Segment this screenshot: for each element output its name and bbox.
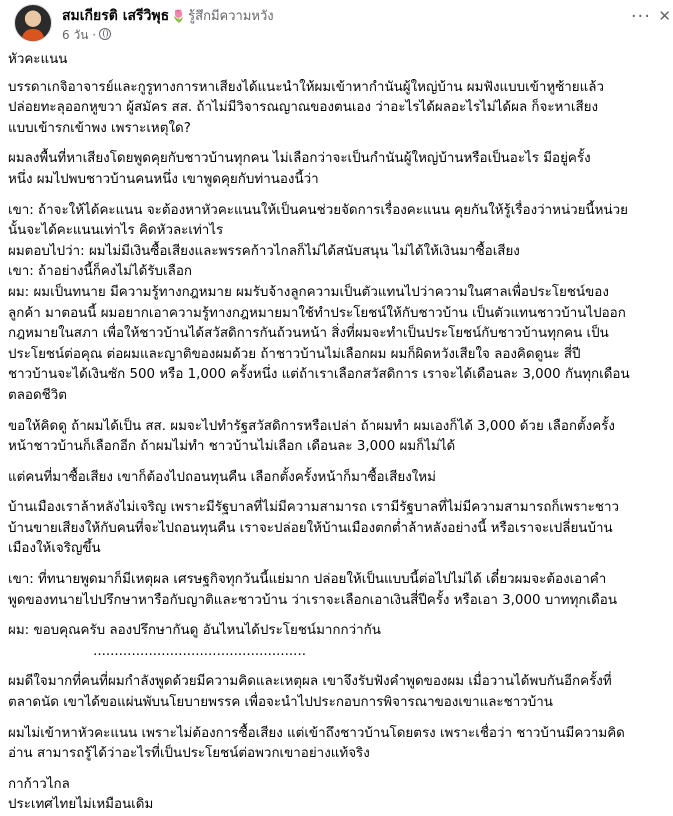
meta-separator: · [92,28,97,42]
paragraph-3: เขา: ถ้าจะให้ได้คะแนน จะต้องหาหัวคะแนนให้เป็นคนช่วยจัดการเรื่องคะแนน คุยกันให้รู้เรื่องว่าหน่วยนี้หน่วย นั้นจะได้คะแนนเท่าไร คิดหัวละเท่าไร ผมตอบไปว่า: ผมไม่มีเงินซื้อเสียงและพรรคก้าวไกลก็ไม่ได้สนับสนุน ไม่ได้ให้เงินมาซื้อเสียง เขา: ถ้าอย่างนี้ก็คงไม่ได้รับเลือก ผม: ผมเป็นทนาย มีความรู้ทางกฎหมาย ผมรับจ้างลูกความเป็นตัวแทนไปว่าความในศาลเพื่อประโยชน์ของ ลูกค้า มาตอนนี้ ผมอยากเอาความรู้ทางกฎหมายมาใช้ทำประโยชน์ให้กับชาวบ้าน เป็นตัวแทนชาวบ้านไปออก กฎหมายในสภา เพื่อให้ชาวบ้านได้สวัสดิการกันถ้วนหน้า สิ่งที่ผมจะทำเป็นประโยชน์กับชาวบ้านทุกคน เป็น ประโยชน์ต่อคุณ ต่อผมและญาติของผมด้วย ถ้าชาวบ้านไม่เลือกผม ผมก็ผิดหวังเสียใจ ลองคิดดูนะ สี่ปี ชาวบ้านจะได้เงินซัก 500 หรือ 1,000 ครั้งหนึ่ง แต่ถ้าเราเลือกสวัสดิการ เราจะได้เดือนละ 3,000 กันทุกเดือน ตลอดชีวิต [8,202,630,403]
paragraph-7: เขา: ที่ทนายพูดมาก็มีเหตุผล เศรษฐกิจทุกวันนี้แย่มาก ปล่อยให้เป็นแบบนี้ต่อไปไม่ได้ เดี๋ยวผมจะต้องเอาคำ พูดของทนายไปปรึกษาหารือกับญาติและชาวบ้าน ว่าเราจะเลือกเอาเงินสี่ปีครั้ง หรือเอา 3,000 บาททุกเดือน [8,572,617,608]
paragraph-4: ขอให้คิดดู ถ้าผมได้เป็น สส. ผมจะไปทำรัฐสวัสดิการหรือเปล่า ถ้าผมทำ ผมเองก็ได้ 3,000 ด้วย เลือกตั้งครั้ง หน้าชาวบ้านก็เลือกอีก ถ้าผมไม่ทำ ชาวบ้านไม่เลือก เดือนละ 3,000 ผมก็ไม่ได้ [8,418,615,455]
post-body [8,50,660,816]
paragraph-9: ผมดีใจมากที่คนที่ผมกำลังพูดด้วยมีความคิดและเหตุผล เขาจึงรับฟังคำพูดของผม เมื่อวานได้พบกันอีกครั้งที่ ตลาดนัด เขาได้ขอแผ่นพับนโยบายพรรค เพื่อจะนำไปประกอบการพิจารณาของเขาและชาวบ้าน [8,674,612,711]
author-avatar[interactable] [14,4,52,42]
author-name[interactable]: สมเกียรติ เสรีวิพุธ [62,8,170,24]
paragraph-11: กาก้าวไกล ประเทศไทยไม่เหมือนเดิม [8,776,154,813]
post-title: หัวคะแนน [8,52,68,67]
globe-icon [99,28,111,40]
dotted-separator: .................................................. [8,643,306,659]
post-time[interactable]: 6 วัน [62,28,89,42]
paragraph-8: ผม: ขอบคุณครับ ลองปรึกษากันดู อันไหนได้ประโยชน์มากกว่ากัน [8,623,381,639]
more-options-icon[interactable]: ··· [630,6,651,27]
paragraph-6: บ้านเมืองเราล้าหลังไม่เจริญ เพราะมีรัฐบาลที่ไม่มีความสามารถ เรามีรัฐบาลที่ไม่มีความสามารถก็เพราะชาว บ้านขายเสียงให้กับคนที่จะไปถอนทุนคืน เราจะปล่อยให้บ้านเมืองตกต่ำล้าหลังอย่างนี้ หรือเราจะเปลี่ยนบ้าน เมืองให้เจริญขึ้น [8,500,619,557]
post-header [0,0,673,50]
feeling-text: รู้สึกมีความหวัง [188,9,274,24]
tulip-icon: 🌷 [171,9,187,23]
paragraph-2: ผมลงพื้นที่หาเสียงโดยพูดคุยกับชาวบ้านทุกคน ไม่เลือกว่าจะเป็นกำนันผู้ใหญ่บ้านหรือเป็นอะไร มีอยู่ครั้ง หนึ่ง ผมไปพบชาวบ้านคนหนึ่ง เขาพูดคุยกับท่านองนี้ว่า [8,151,591,187]
author-line [62,5,274,27]
post-meta [62,26,111,45]
paragraph-5: แต่คนที่มาซื้อเสียง เขาก็ต้องไปถอนทุนคืน เลือกตั้งครั้งหน้าก็มาซื้อเสียงใหม่ [8,469,436,485]
paragraph-10: ผมไม่เข้าหาหัวคะแนน เพราะไม่ต้องการซื้อเสียง แต่เข้าถึงชาวบ้านโดยตรง เพราะเชื่อว่า ชาวบ้านมีความคิด อ่าน สามารถรู้ได้ว่าอะไรที่เป็นประโยชน์ต่อพวกเขาอย่างแท้จริง [8,725,625,762]
paragraph-1: บรรดาเกจิอาจารย์และกูรูทางการหาเสียงได้แนะนำให้ผมเข้าหากำนันผู้ใหญ่บ้าน ผมฟังแบบเข้าหูซ้ายแล้ว ปล่อยทะลุออกหูขวา ผู้สมัคร สส. ถ้าไม่มีวิจารณญาณของตนเอง ว่าอะไรได้ผลอะไรไม่ได้ผล ก็จะหาเสียง แบบเข้ารกเข้าพง เพราะเหตุใด? [8,79,605,136]
close-icon[interactable]: ✕ [658,7,671,25]
